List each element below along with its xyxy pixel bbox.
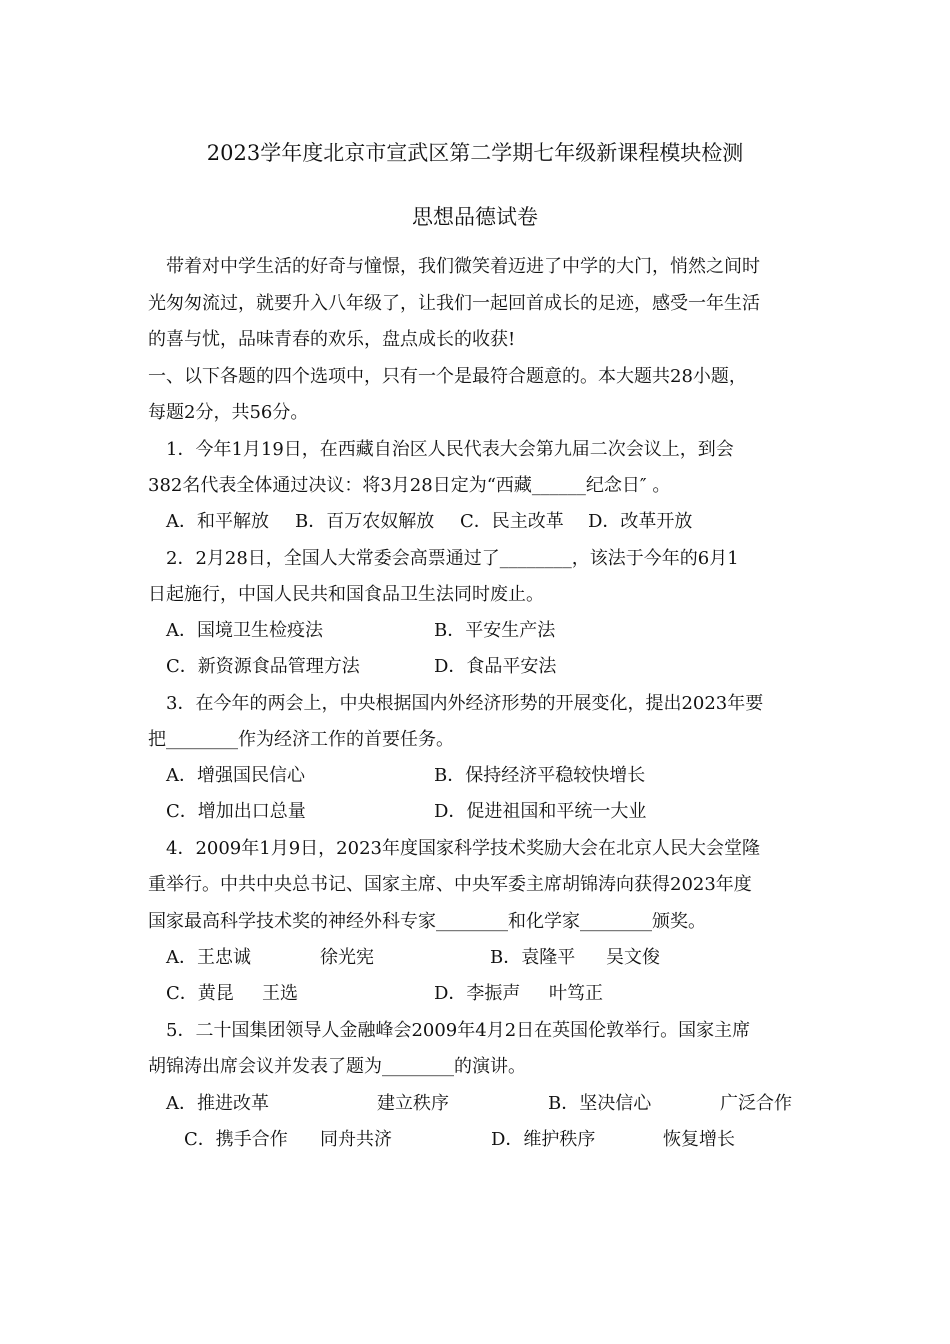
question-2-line: 2．2月28日，全国人大常委会高票通过了________，该法于今年的6月1 [166,548,739,569]
q4-option-d: D．李振声 [434,983,521,1004]
q4-option-a-name: 徐光宪 [320,947,374,968]
question-3-line: 把________作为经济工作的首要任务。 [148,729,454,750]
intro-line: 的喜与忧，品味青春的欢乐，盘点成长的收获! [148,329,516,350]
q5-option-b: B．坚决信心 [548,1093,652,1114]
q3-option-b: B．保持经济平稳较快增长 [434,765,646,786]
q4-option-a: A．王忠诚 [166,947,251,968]
q3-option-a: A．增强国民信心 [166,765,305,786]
question-4-line: 4．2009年1月9日，2023年度国家科学技术奖励大会在北京人民大会堂隆 [166,838,760,859]
page-subtitle: 思想品德试卷 [412,205,538,229]
question-3-line: 3．在今年的两会上，中央根据国内外经济形势的开展变化，提出2023年要 [166,693,764,714]
q3-option-c: C．增加出口总量 [166,801,306,822]
q2-option-c: C．新资源食品管理方法 [166,656,360,677]
question-4-line: 国家最高科学技术奖的神经外科专家________和化学家________颁奖。 [148,911,706,932]
section-heading: 一、以下各题的四个选项中，只有一个是最符合题意的。本大题共28小题， [148,366,747,387]
q5-option-d-second: 恢复增长 [663,1129,735,1150]
q4-option-b-name: 吴文俊 [606,947,660,968]
q2-option-a: A．国境卫生检疫法 [166,620,323,641]
question-1-line: 382名代表全体通过决议：将3月28日定为“西藏______纪念日″ 。 [148,475,671,496]
section-heading: 每题2分，共56分。 [148,402,309,423]
q1-option-d: D．改革开放 [588,511,693,532]
q5-option-d: D．维护秩序 [491,1129,596,1150]
intro-line: 带着对中学生活的好奇与憧憬，我们微笑着迈进了中学的大门，悄然之间时 [166,256,760,277]
q1-option-c: C．民主改革 [460,511,564,532]
question-5-line: 5．二十国集团领导人金融峰会2009年4月2日在英国伦敦举行。国家主席 [166,1020,751,1041]
page-title: 2023学年度北京市宣武区第二学期七年级新课程模块检测 [206,141,744,165]
q1-option-a: A．和平解放 [166,511,269,532]
q4-option-d-name: 叶笃正 [549,983,603,1004]
q2-option-b: B．平安生产法 [434,620,556,641]
q4-option-b: B．袁隆平 [490,947,576,968]
question-2-line: 日起施行，中国人民共和国食品卫生法同时废止。 [148,584,544,605]
q4-option-c-name: 王选 [262,983,298,1004]
question-1-line: 1．今年1月19日，在西藏自治区人民代表大会第九届二次会议上，到会 [166,439,734,460]
q5-option-c: C．携手合作 [184,1129,288,1150]
q1-option-b: B．百万农奴解放 [295,511,435,532]
question-5-line: 胡锦涛出席会议并发表了题为________的演讲。 [148,1056,526,1077]
q5-option-a: A．推进改革 [166,1093,269,1114]
intro-line: 光匆匆流过，就要升入八年级了，让我们一起回首成长的足迹，感受一年生活 [148,293,760,314]
q4-option-c: C．黄昆 [166,983,234,1004]
q5-option-b-second: 广泛合作 [720,1093,792,1114]
q5-option-c-second: 同舟共济 [320,1129,392,1150]
q3-option-d: D．促进祖国和平统一大业 [434,801,647,822]
q2-option-d: D．食品平安法 [434,656,557,677]
question-4-line: 重举行。中共中央总书记、国家主席、中央军委主席胡锦涛向获得2023年度 [148,874,752,895]
q5-option-a-second: 建立秩序 [377,1093,449,1114]
